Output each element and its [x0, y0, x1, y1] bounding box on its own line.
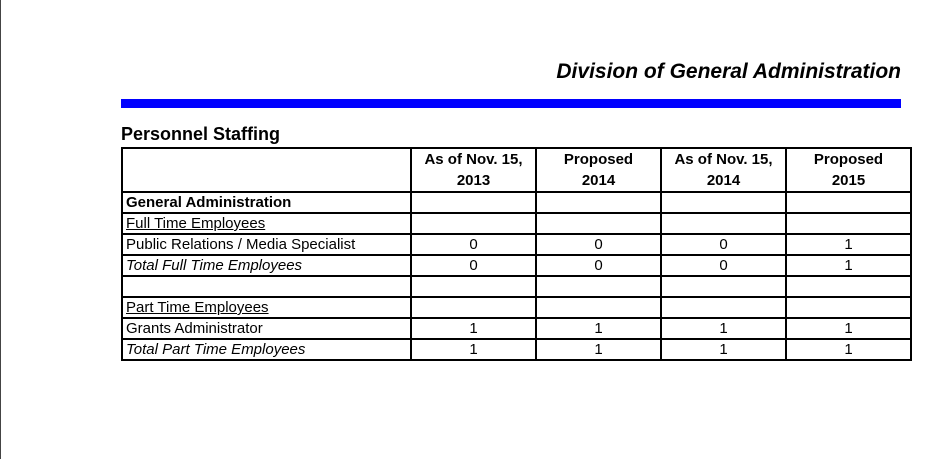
table-cell: 1 — [411, 339, 536, 360]
table-cell: 0 — [536, 234, 661, 255]
table-cell — [536, 213, 661, 234]
table-row — [122, 192, 911, 213]
table-header-row — [122, 148, 911, 192]
column-header-line1: As of Nov. 15, — [674, 151, 773, 168]
table-row — [122, 234, 911, 255]
table-cell: 1 — [661, 318, 786, 339]
column-header-line1: As of Nov. 15, — [424, 151, 523, 168]
column-header-line1: Proposed — [563, 151, 634, 168]
table-cell — [661, 192, 786, 213]
table-cell: 0 — [411, 255, 536, 276]
row-label-general-administration: General Administration — [122, 192, 411, 213]
table-cell — [411, 192, 536, 213]
column-header-line2: 2014 — [706, 172, 741, 189]
table-cell: 0 — [536, 255, 661, 276]
row-label-grants-administrator: Grants Administrator — [122, 318, 411, 339]
table-row — [122, 318, 911, 339]
table-cell — [122, 276, 411, 297]
table-cell — [411, 297, 536, 318]
table-cell: 1 — [786, 234, 911, 255]
table-cell — [536, 192, 661, 213]
title-underline-bar — [121, 99, 901, 108]
personnel-staffing-table — [121, 147, 912, 361]
table-cell — [661, 297, 786, 318]
row-label-total-part-time: Total Part Time Employees — [122, 339, 411, 360]
table-cell: 0 — [661, 234, 786, 255]
row-label-pr-media-specialist: Public Relations / Media Specialist — [122, 234, 411, 255]
table-cell: 1 — [411, 318, 536, 339]
table-cell — [661, 276, 786, 297]
column-header — [661, 148, 786, 192]
column-header — [786, 148, 911, 192]
table-cell — [661, 213, 786, 234]
table-cell — [786, 213, 911, 234]
column-header-line2: 2015 — [831, 172, 866, 189]
table-cell — [786, 276, 911, 297]
column-header — [411, 148, 536, 192]
table-row-empty — [122, 276, 911, 297]
table-cell: 1 — [786, 318, 911, 339]
table-cell: 0 — [411, 234, 536, 255]
row-label-full-time — [122, 213, 411, 234]
table-cell — [411, 276, 536, 297]
table-cell — [536, 297, 661, 318]
table-cell: 1 — [536, 339, 661, 360]
table-cell: 1 — [661, 339, 786, 360]
table-cell: 1 — [786, 339, 911, 360]
table-cell — [411, 213, 536, 234]
section-title: Personnel Staffing — [121, 124, 281, 144]
column-header-line1: Proposed — [813, 151, 884, 168]
table-row — [122, 213, 911, 234]
column-header-line2: 2013 — [456, 172, 491, 189]
table-cell: 0 — [661, 255, 786, 276]
row-label-total-full-time: Total Full Time Employees — [122, 255, 411, 276]
table-cell: 1 — [786, 255, 911, 276]
row-label-part-time — [122, 297, 411, 318]
column-header — [536, 148, 661, 192]
table-row — [122, 255, 911, 276]
table-row — [122, 339, 911, 360]
header-blank-cell — [122, 148, 411, 192]
table-cell: 1 — [536, 318, 661, 339]
column-header-line2: 2014 — [581, 172, 616, 189]
left-border-line — [0, 0, 1, 459]
table-cell — [536, 276, 661, 297]
division-title: Division of General Administration — [556, 60, 901, 83]
table-row — [122, 297, 911, 318]
row-label-text: Part Time Employees — [126, 299, 269, 316]
table-cell — [786, 297, 911, 318]
table-cell — [786, 192, 911, 213]
row-label-text: Full Time Employees — [126, 215, 266, 232]
